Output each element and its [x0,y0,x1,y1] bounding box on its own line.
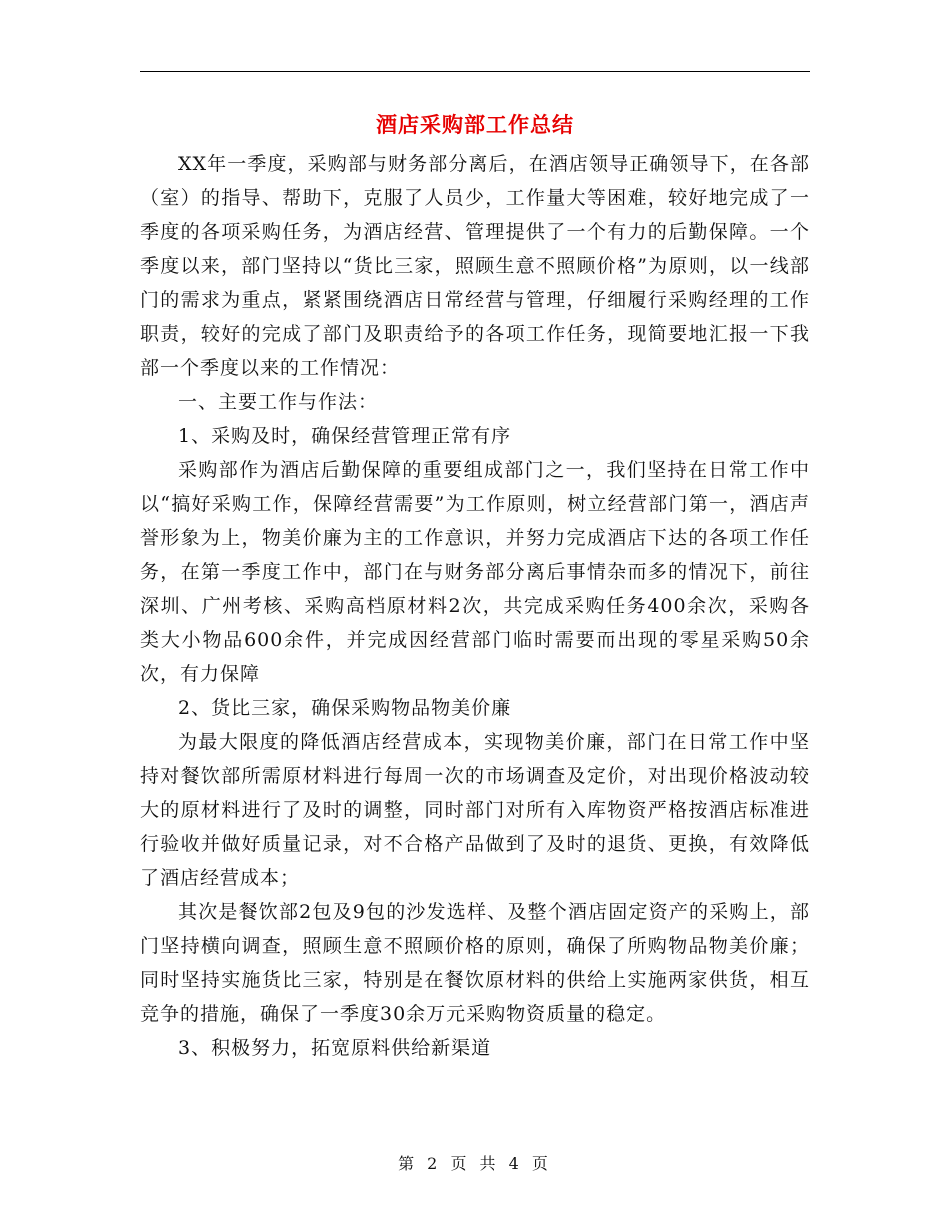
header-rule [140,71,810,72]
document-title: 酒店采购部工作总结 [376,112,574,137]
paragraph-timely-procurement: 采购部作为酒店后勤保障的重要组成部门之一，我们坚持在日常工作中以“搞好采购工作，保障经营需要”为工作原则，树立经营部门第一，酒店声誉形象为上，物美价廉为主的工作意识，并努力完成酒店下达的各项工作任务，在第一季度工作中，部门在与财务部分离后事情杂而多的情况下，前往深圳、广州考核、采购高档原材料2次，共完成采购任务400余次，采购各类大小物品600余件，并完成因经营部门临时需要而出现的零星采购50余次，有力保障 [140,459,810,685]
section-heading-main-work: 一、主要工作与作法： [178,391,379,413]
paragraph-furniture-procurement: 其次是餐饮部2包及9包的沙发选样、及整个酒店固定资产的采购上，部门坚持横向调查，照顾生意不照顾价格的原则，确保了所购物品物美价廉；同时坚持实施货比三家，特别是在餐饮原材料的供给上实施两家供货，相互竞争的措施，确保了一季度30余万元采购物资质量的稳定。 [140,901,810,1025]
document-body [140,147,810,1065]
page-footer [140,1152,810,1176]
subheading-new-channels: 3、积极努力，拓宽原料供给新渠道 [178,1037,492,1059]
paragraph-intro: XX年一季度，采购部与财务部分离后，在酒店领导正确领导下，在各部（室）的指导、帮助下，克服了人员少，工作量大等困难，较好地完成了一季度的各项采购任务，为酒店经营、管理提供了一个有力的后勤保障。一个季度以来，部门坚持以“货比三家，照顾生意不照顾价格”为原则，以一线部门的需求为重点，紧紧围绕酒店日常经营与管理，仔细履行采购经理的工作职责，较好的完成了部门及职责给予的各项工作任务，现简要地汇报一下我部一个季度以来的工作情况： [140,153,810,379]
subheading-compare-suppliers: 2、货比三家，确保采购物品物美价廉 [178,697,512,719]
paragraph-cost-control: 为最大限度的降低酒店经营成本，实现物美价廉，部门在日常工作中坚持对餐饮部所需原材料进行每周一次的市场调查及定价，对出现价格波动较大的原材料进行了及时的调整，同时部门对所有入库物资严格按酒店标准进行验收并做好质量记录，对不合格产品做到了及时的退货、更换，有效降低了酒店经营成本； [140,731,810,889]
subheading-timely-procurement: 1、采购及时，确保经营管理正常有序 [178,425,512,447]
page-number-label: 第 2 页 共 4 页 [398,1154,552,1173]
